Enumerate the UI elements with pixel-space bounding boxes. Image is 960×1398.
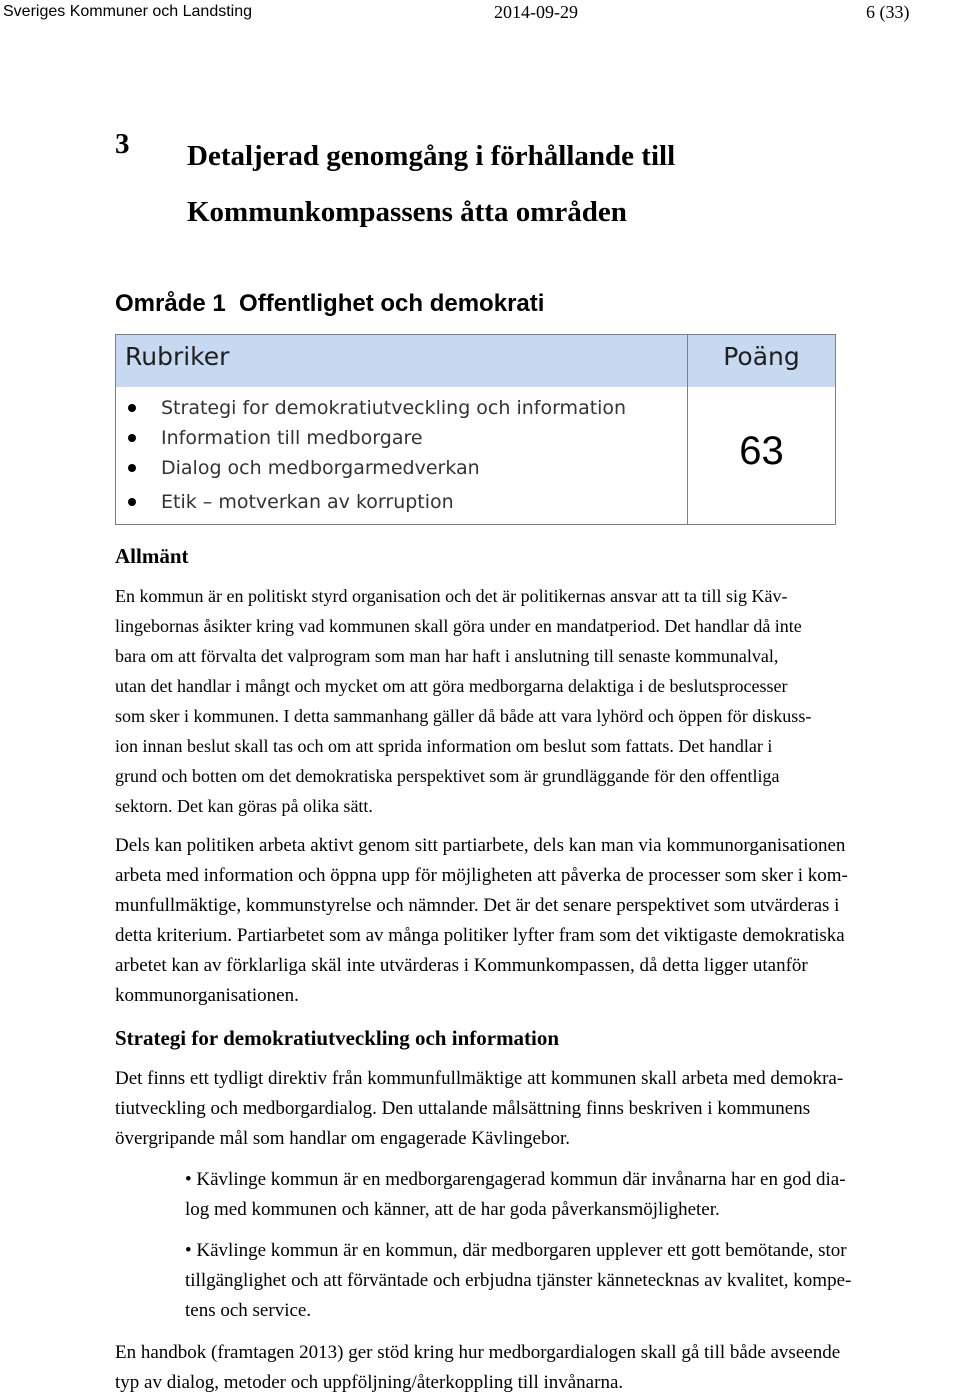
page-header xyxy=(0,0,960,26)
bullet-icon xyxy=(128,498,136,506)
allmant-paragraph-1 xyxy=(115,581,955,821)
text-line: grund och botten om det demokratiska perspektivet som är grundläggande för den offentliga xyxy=(115,766,780,786)
rubriker-list xyxy=(116,393,626,517)
list-item-text: Dialog och medborgarmedverkan xyxy=(161,457,480,479)
list-item-text: Etik – motverkan av korruption xyxy=(161,491,454,513)
chapter-title-line: Kommunkompassens åtta områden xyxy=(187,196,627,228)
text-line: tiutveckling och medborgardialog. Den uttalande målsättning finns beskriven i kommunens xyxy=(115,1098,811,1119)
text-line: log med kommunen och känner, att de har goda påverkansmöjligheter. xyxy=(185,1199,720,1220)
allmant-paragraph-2 xyxy=(115,831,955,1011)
poang-value-cell xyxy=(687,387,836,525)
text-line: sektorn. Det kan göras på olika sätt. xyxy=(115,796,373,816)
header-page-number: 6 (33) xyxy=(866,2,910,22)
rubriker-header-label: Rubriker xyxy=(125,342,230,371)
list-item xyxy=(116,487,626,517)
list-item-text: Strategi for demokratiutveckling och information xyxy=(161,397,627,419)
text-line: • Kävlinge kommun är en medborgarengagerad kommun där invånarna har en god dia- xyxy=(185,1169,846,1190)
section-heading-allmant: Allmänt xyxy=(115,544,189,568)
strategi-paragraph-2 xyxy=(115,1338,955,1398)
bullet-icon xyxy=(128,434,136,442)
text-line: utan det handlar i mångt och mycket om att göra medborgarna delaktiga i de beslutsprocesser xyxy=(115,676,788,696)
list-item xyxy=(116,393,626,423)
section-heading-strategi: Strategi for demokratiutveckling och information xyxy=(115,1026,560,1050)
text-line: bara om att förvalta det valprogram som man har haft i anslutning till senaste kommunalval, xyxy=(115,646,779,666)
chapter-number: 3 xyxy=(115,128,130,160)
text-line: munfullmäktige, kommunstyrelse och nämnder. Det är det senare perspektivet som utvärderas i xyxy=(115,895,840,916)
bullet-icon xyxy=(128,464,136,472)
strategi-paragraph-1 xyxy=(115,1064,955,1154)
rubriker-table xyxy=(115,334,835,524)
text-line: Dels kan politiken arbeta aktivt genom sitt partiarbete, dels kan man via kommunorganisationen xyxy=(115,835,846,856)
list-item xyxy=(116,453,626,483)
area-title: Område 1 Offentlighet och demokrati xyxy=(115,290,545,317)
goal-bullet-2 xyxy=(185,1236,955,1326)
goal-bullet-1 xyxy=(185,1165,955,1225)
list-item xyxy=(116,423,626,453)
header-date: 2014-09-29 xyxy=(494,2,578,22)
chapter-title xyxy=(187,128,807,240)
rubriker-list-cell xyxy=(115,387,687,525)
chapter-title-line: Detaljerad genomgång i förhållande till xyxy=(187,140,676,172)
text-line: Det finns ett tydligt direktiv från kommunfullmäktige att kommunen skall arbeta med demokra- xyxy=(115,1068,844,1089)
poang-header-label: Poäng xyxy=(723,342,800,371)
text-line: detta kriterium. Partiarbetet som av många politiker lyfter fram som det viktigaste demokratiska xyxy=(115,925,845,946)
text-line: kommunorganisationen. xyxy=(115,985,299,1006)
bullet-icon xyxy=(128,404,136,412)
text-line: arbeta med information och öppna upp för möjligheten att påverka de processer som sker i kom- xyxy=(115,865,848,886)
text-line: • Kävlinge kommun är en kommun, där medborgaren upplever ett gott bemötande, stor xyxy=(185,1240,847,1261)
list-item-text: Information till medborgare xyxy=(161,427,423,449)
text-line: En handbok (framtagen 2013) ger stöd kring hur medborgardialogen skall gå till både avseende xyxy=(115,1342,841,1363)
rubriker-header-cell xyxy=(115,334,687,387)
text-line: tillgänglighet och att förväntade och erbjudna tjänster kännetecknas av kvalitet, kompe- xyxy=(185,1270,852,1291)
text-line: typ av dialog, metoder och uppföljning/återkoppling till invånarna. xyxy=(115,1372,624,1393)
text-line: ion innan beslut skall tas och om att sprida information om beslut som fattats. Det handlar i xyxy=(115,736,773,756)
text-line: övergripande mål som handlar om engagerade Kävlingebor. xyxy=(115,1128,570,1149)
text-line: tens och service. xyxy=(185,1300,312,1321)
header-organization: Sveriges Kommuner och Landsting xyxy=(3,3,253,20)
text-line: lingebornas åsikter kring vad kommunen skall göra under en mandatperiod. Det handlar då inte xyxy=(115,616,802,636)
text-line: som sker i kommunen. I detta sammanhang gäller då både att vara lyhörd och öppen för diskuss- xyxy=(115,706,812,726)
poang-header-cell xyxy=(687,334,836,387)
text-line: En kommun är en politiskt styrd organisation och det är politikernas ansvar att ta till sig Käv- xyxy=(115,586,788,606)
text-line: arbetet kan av förklarliga skäl inte utvärderas i Kommunkompassen, då detta ligger utanför xyxy=(115,955,808,976)
score-value: 63 xyxy=(739,429,784,473)
